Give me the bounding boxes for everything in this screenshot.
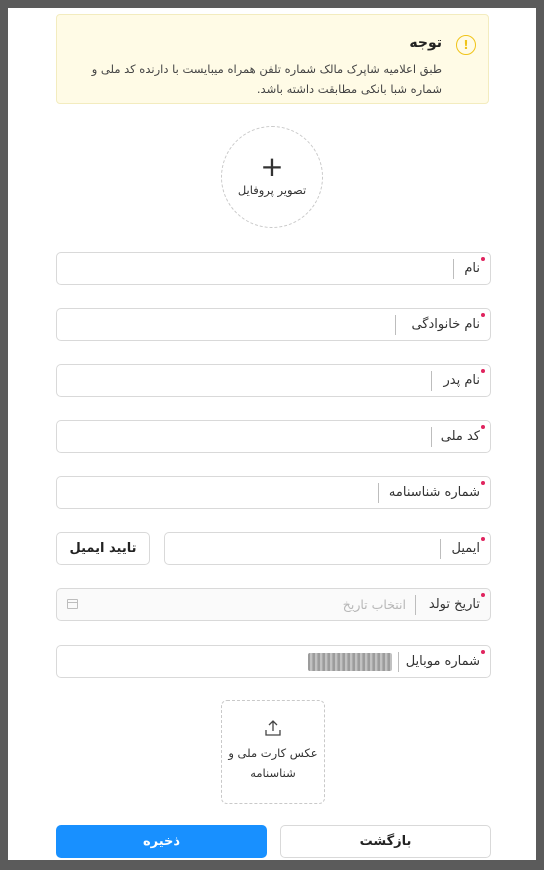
- father-name-field[interactable]: [56, 364, 491, 397]
- required-marker: [481, 425, 485, 429]
- label-divider: [431, 371, 432, 391]
- birth-certificate-label: شماره شناسنامه: [389, 485, 480, 500]
- national-card-upload[interactable]: [221, 700, 325, 804]
- label-divider: [431, 427, 432, 447]
- plus-icon: +: [260, 150, 284, 183]
- required-marker: [481, 369, 485, 373]
- required-marker: [481, 593, 485, 597]
- alert-message: طبق اعلامیه شاپرک مالک شماره تلفن همراه میبایست با دارنده کد ملی و شماره شبا بانکی مطابقت داشته باشد.: [91, 62, 442, 96]
- label-divider: [378, 483, 379, 503]
- birth-date-placeholder: انتخاب تاریخ: [342, 597, 406, 612]
- first-name-field[interactable]: [56, 252, 491, 285]
- warning-icon: !: [456, 35, 476, 55]
- birth-date-field[interactable]: [56, 588, 491, 621]
- label-divider: [453, 259, 454, 279]
- first-name-label: نام: [464, 261, 480, 276]
- last-name-field[interactable]: [56, 308, 491, 341]
- required-marker: [481, 481, 485, 485]
- email-field[interactable]: [164, 532, 491, 565]
- father-name-label: نام پدر: [444, 373, 480, 388]
- email-label: ایمیل: [451, 541, 480, 556]
- form-panel: [8, 8, 536, 860]
- back-button[interactable]: بازگشت: [280, 825, 491, 858]
- label-divider: [440, 539, 441, 559]
- label-divider: [395, 315, 396, 335]
- label-divider: [415, 595, 416, 615]
- required-marker: [481, 257, 485, 261]
- national-code-label: کد ملی: [441, 429, 480, 444]
- upload-icon: [222, 719, 324, 741]
- required-marker: [481, 650, 485, 654]
- required-marker: [481, 537, 485, 541]
- mobile-field[interactable]: [56, 645, 491, 678]
- label-divider: [398, 652, 399, 672]
- profile-image-label: تصویر پروفایل: [237, 183, 307, 197]
- alert-title: توجه: [409, 35, 442, 51]
- notice-alert: [56, 14, 489, 104]
- national-code-field[interactable]: [56, 420, 491, 453]
- redacted-mobile-value: [308, 653, 392, 671]
- required-marker: [481, 313, 485, 317]
- mobile-label: شماره موبایل: [406, 654, 480, 669]
- verify-email-button[interactable]: تایید ایمیل: [56, 532, 150, 565]
- birth-certificate-field[interactable]: [56, 476, 491, 509]
- upload-label: عکس کارت ملی و شناسنامه: [228, 746, 318, 780]
- birth-date-label: تاریخ تولد: [429, 597, 480, 612]
- save-button[interactable]: ذخیره: [56, 825, 267, 858]
- profile-image-upload[interactable]: [221, 126, 323, 228]
- calendar-icon[interactable]: [67, 599, 78, 609]
- last-name-label: نام خانوادگی: [411, 317, 480, 332]
